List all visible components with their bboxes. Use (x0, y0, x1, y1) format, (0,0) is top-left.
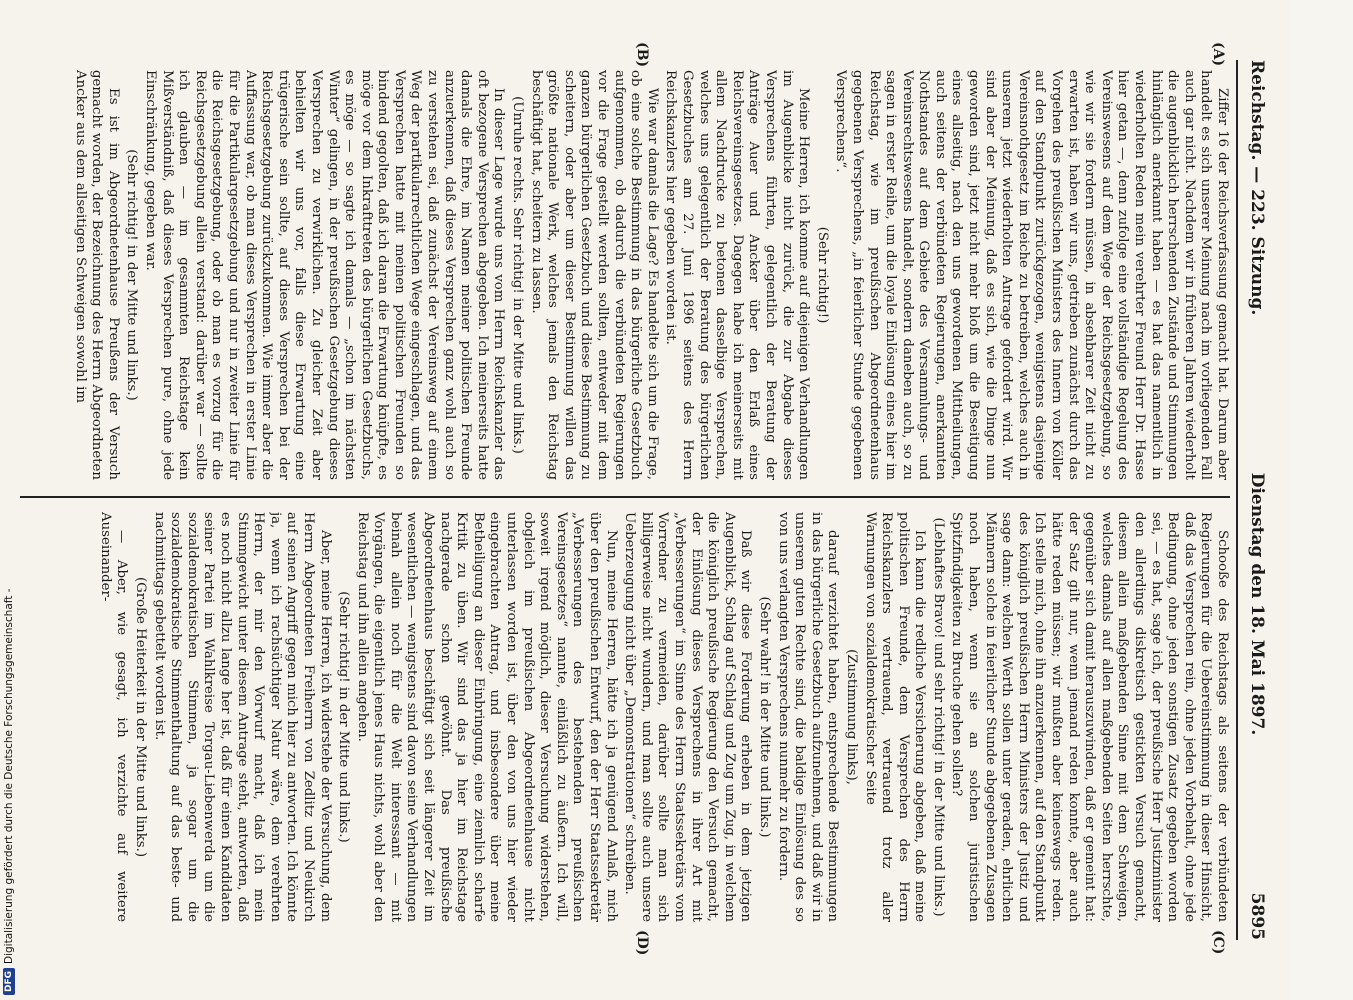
paragraph: Es ist im Abgeordnetenhause Preußens der Versuch gemacht worden, der Bezeichnung des Herrn Abgeordneten Ancker aus dem allseitigen Schweigen sowohl im (72, 70, 121, 480)
margin-marker-d: (D) (634, 930, 650, 956)
margin-marker-a: (A) (1210, 42, 1226, 67)
header-rule (1236, 60, 1238, 940)
paragraph: (Unruhe rechts. Sehr richtig! in der Mitte und links.) (510, 96, 526, 454)
margin-marker-b: (B) (634, 42, 650, 68)
paragraph: — Aber, wie gesagt, ich verzichte auf weitere Auseinander- (97, 512, 130, 922)
paragraph: (Lebhaftes Bravo! und sehr richtig! in der Mitte und links.) (930, 517, 946, 917)
paragraph: (Sehr richtig! in der Mitte und links.) (336, 591, 352, 843)
paragraph: Daß wir diese Forderung erheben in dem jetzigen Augenblick, Schlag auf Schlag und Zug um Zug, in welchem die königlich preußische Regierung den Versuch gemacht, der Einlösung dieses Versprechens in ihrer Art mit „Verbesserungen“ im Sinne des Herrn Staatssekretärs vom Vorredner zu vermeiden, darüber sollte man sich billigerweise nicht wundern, und man sollte auch unsere Ueberzeugung nicht über „Demonstrationen“ schreiben. (622, 512, 754, 922)
credit-text: Digitalisierung gefördert durch die Deutsche Forschungsgemeinschaft - (3, 588, 15, 964)
margin-marker-c: (C) (1210, 930, 1226, 955)
paragraph: (Zustimmung links), (843, 649, 859, 785)
left-column (20, 70, 1230, 480)
dfg-logo-icon: DFG (3, 968, 15, 995)
page-header (1242, 60, 1272, 940)
paragraph: Nun, meine Herren, hätte ich ja genügend Anlaß, mich über den preußischen Entwurf, den der Herr Staatssekretär „Verbesserungen des bestehenden preußischen Vereinsgesetzes“ nannte, einläßlich zu äußern. Ich will, soweit irgend möglich, dieser Versuchung widerstehen, obgleich im preußischen Abgeordnetenhause nicht unterlassen worden ist, über den von uns hier wieder eingebrachten Antrag, und insbesondere über meine Betheiligung an dieser Einbringung, eine ziemlich scharfe Kritik zu üben. Wir sind das ja hier im Reichstage nachgerade schon gewöhnt. Das preußische Abgeordnetenhaus beschäftigt sich seit längerer Zeit im wesentlichen — wenigstens sind davon seine Verhandlungen beinah allein noch für die Welt interessant — mit Vorgängen, die eigentlich jenes Haus nichts, wohl aber den Reichstag und ihn allein angehen. (354, 512, 619, 922)
header-center: Dienstag den 18. Mai 1897. (1247, 472, 1267, 736)
paragraph: (Große Heiterkeit in der Mitte und links.) (133, 576, 148, 858)
paragraph: Meine Herren, ich komme auf diejenigen Verhandlungen im Augenblicke nicht zurück, die zur Abgabe dieses Versprechens führten, gelegentlich der Beratung der Anträge Auer und Ancker über den Erlaß eines Reichsvereinsgesetzes. Dagegen habe ich meinerseits mit allem Nachdrucke zu betonen dasselbige Versprechen, welches uns gelegentlich der Beratung des bürgerlichen Gesetzbuches am 27. Juni 1896 seitens des Herrn Reichskanzlers hier gegeben worden ist. (663, 70, 812, 480)
paragraph: Wie war damals die Lage? Es handelte sich um die Frage, ob eine solche Bestimmung in das bürgerliche Gesetzbuch aufgenommen, ob dadurch die verbündeten Regierungen vor die Frage gestellt werden sollten, entweder mit dem ganzen bürgerlichen Gesetzbuch und diese Bestimmung zu scheitern, oder aber um dieser Bestimmung willen das größte nationale Werk, welches jemals den Reichstag beschäftigt hat, scheitern zu lassen. (528, 70, 660, 480)
paragraph: (Sehr wahr! in der Mitte und links.) (756, 596, 772, 838)
paragraph: (Sehr richtig! in der Mitte und links.) (124, 149, 140, 401)
page-number: 5895 (1247, 892, 1267, 940)
digitization-credit (2, 0, 16, 995)
column-divider (20, 496, 1230, 498)
paragraph: Ich kann die redliche Versicherung abgeben, daß meine politischen Freunde, dem Versprechen des Herrn Reichskanzlers vertrauend, vertrauend trotz aller Warnungen von sozialdemokratischer Seite (862, 512, 928, 922)
paragraph: Ziffer 16 der Reichsverfassung gemacht hat. Darum aber handelt es sich unserer Meinung nach im vorliegenden Fall auch gar nicht. Nachdem wir in früheren Jahren wiederholt die augenblicklich herrschenden Zustände und Stimmungen hinlänglich anerkannt haben — es hat das namentlich in wiederholten Reden mein verehrter Freund Herr Dr. Hasse hier getan —, denn zufolge eine vollständige Regelung des Vereinswesens auf dem Wege der Reichsgesetzgebung, so wie wir sie fordern müssen, in absehbarer Zeit nicht zu erwarten ist, haben wir uns, getrieben zunächst durch das Vorgehen des preußischen Ministers des Innern von Köller auf den Standpunkt zurückgezogen, wenigstens dasjenige Vereinsnothgesetz im Reiche zu betreiben, welches auch in unserem jetzt wiederholten Antrage gefordert wird. Wir sind aber der Meinung, daß es sich, wie die Dinge nun geworden sind, jetzt nicht mehr bloß um die Beseitigung eines allseitig, nach den uns gewordenen Mittheilungen, auch seitens der verbündeten Regierungen, anerkannten Nothstandes auf dem Gebiete des Versammlungs- und Vereinsrechtswesens handelt, sondern daneben auch, so zu sagen in erster Reihe, um die loyale Einlösung eines hier im Reichstag, wie im preußischen Abgeordnetenhaus gegebenen Versprechens, „in feierlicher Stunde gegebenen Versprechens“. (833, 70, 1230, 480)
paragraph: darauf verzichtet haben, entsprechende Bestimmungen in das bürgerliche Gesetzbuch aufzunehmen, und daß wir in unserem guten Rechte sind, die baldige Einlösung des so von uns verlangten Versprechens nunmehr zu fordern. (775, 512, 841, 922)
header-left: Reichstag. — 223. Sitzung. (1247, 60, 1267, 316)
paragraph: Schooße des Reichstags als seitens der verbündeten Regierungen für die Uebereinstimmung in dieser Hinsicht, daß das Versprechen rein, ohne jeden Vorbehalt, ohne jede Bedingung, ohne jeden sonstigen Zusatz gegeben worden sei, — es hat, sage ich, der preußische Herr Justizminister den allerdings diskretisch gestickten Versuch gemacht, diesem allein maßgebenden Sinne mit dem Schweigen, welches damals auf allen maßgebenden Seiten herrschte, gegenüber sich damit herauszuwinden, daß er gemeint hat: der Satz gilt nur, wenn jemand reden konnte, aber auch hätte reden müssen; wir mußten aber keineswegs reden. Ich stelle mich, ohne ihn anzuerkennen, auf den Standpunkt des königlich preußischen Herrn Ministers der Justiz und sage dann: welchen Werth sollen unter geraden, ehrlichen Männern solche in feierlicher Stunde abgegebenen Zusagen noch haben, wenn sie an solchen juristischen Spitzfindigkeiten zu Bruche gehen sollen? (949, 512, 1230, 922)
right-column (20, 512, 1230, 922)
paragraph: (Sehr richtig!) (814, 226, 830, 324)
paragraph: In dieser Lage wurde uns vom Herrn Reichskanzler das oft bezogene Versprechen abgegeben. Ich meinerseits hatte damals die Ehre, im Namen meiner politischen Freunde anzuerkennen, daß dieses Versprechen ganz wohl auch so zu verstehen sei, daß zunächst der Vereinsweg auf einem Weg der partikularrechtlichen Wege eingeschlagen, und das Versprechen hatte mit meinen politischen Freunden so bindend gegolten, daß ich daran die Erwartung knüpfte, es möge vor dem Inkrafttreten des bürgerlichen Gesetzbuchs, es möge — so sagte ich damals — „schon im nächsten Winter“ gelingen, in der preußischen Gesetzgebung dieses Versprechen zu verwirklichen. Zu gleicher Zeit aber behielten wir uns vor, falls diese Erwartung eine trügerische sein sollte, auf dieses Versprechen bei der Reichsgesetzgebung zurückzukommen. Wie immer aber die Auffassung war, ob man dieses Versprechen in erster Linie für die Partikulargesetzgebung und nur in zweiter Linie für die Reichsgesetzgebung, oder ob man es vorzug für die Reichsgesetzgebung allein verstand: darüber war — sollte ich glauben — im gesammten Reichstage kein Mißverständniß, daß dieses Versprechen pure, ohne jede Einschränkung, gegeben war. (143, 70, 507, 480)
paragraph: Aber, meine Herren, ich widerstehe der Versuchung, dem Herrn Abgeordneten Freiherrn von Zedlitz und Neukirch auf seinen Angriff gegen mich hier zu antworten. Ich könnte ja, wenn ich rachsüchtiger Natur wäre, dem verehrten Herrn, der mir den Vorwurf macht, daß ich mein Stimmgewicht unter diesem Antrage steht, antworten, daß es noch nicht allzu lange her ist, daß für einen Kandidaten seiner Partei im Wahlkreise Torgau-Liebenwerda um die sozialdemokratischen Stimmen, ja sogar um die sozialdemokratische Stimmenthaltung auf das beste- und nachmittags gebettelt worden ist. (151, 512, 333, 922)
